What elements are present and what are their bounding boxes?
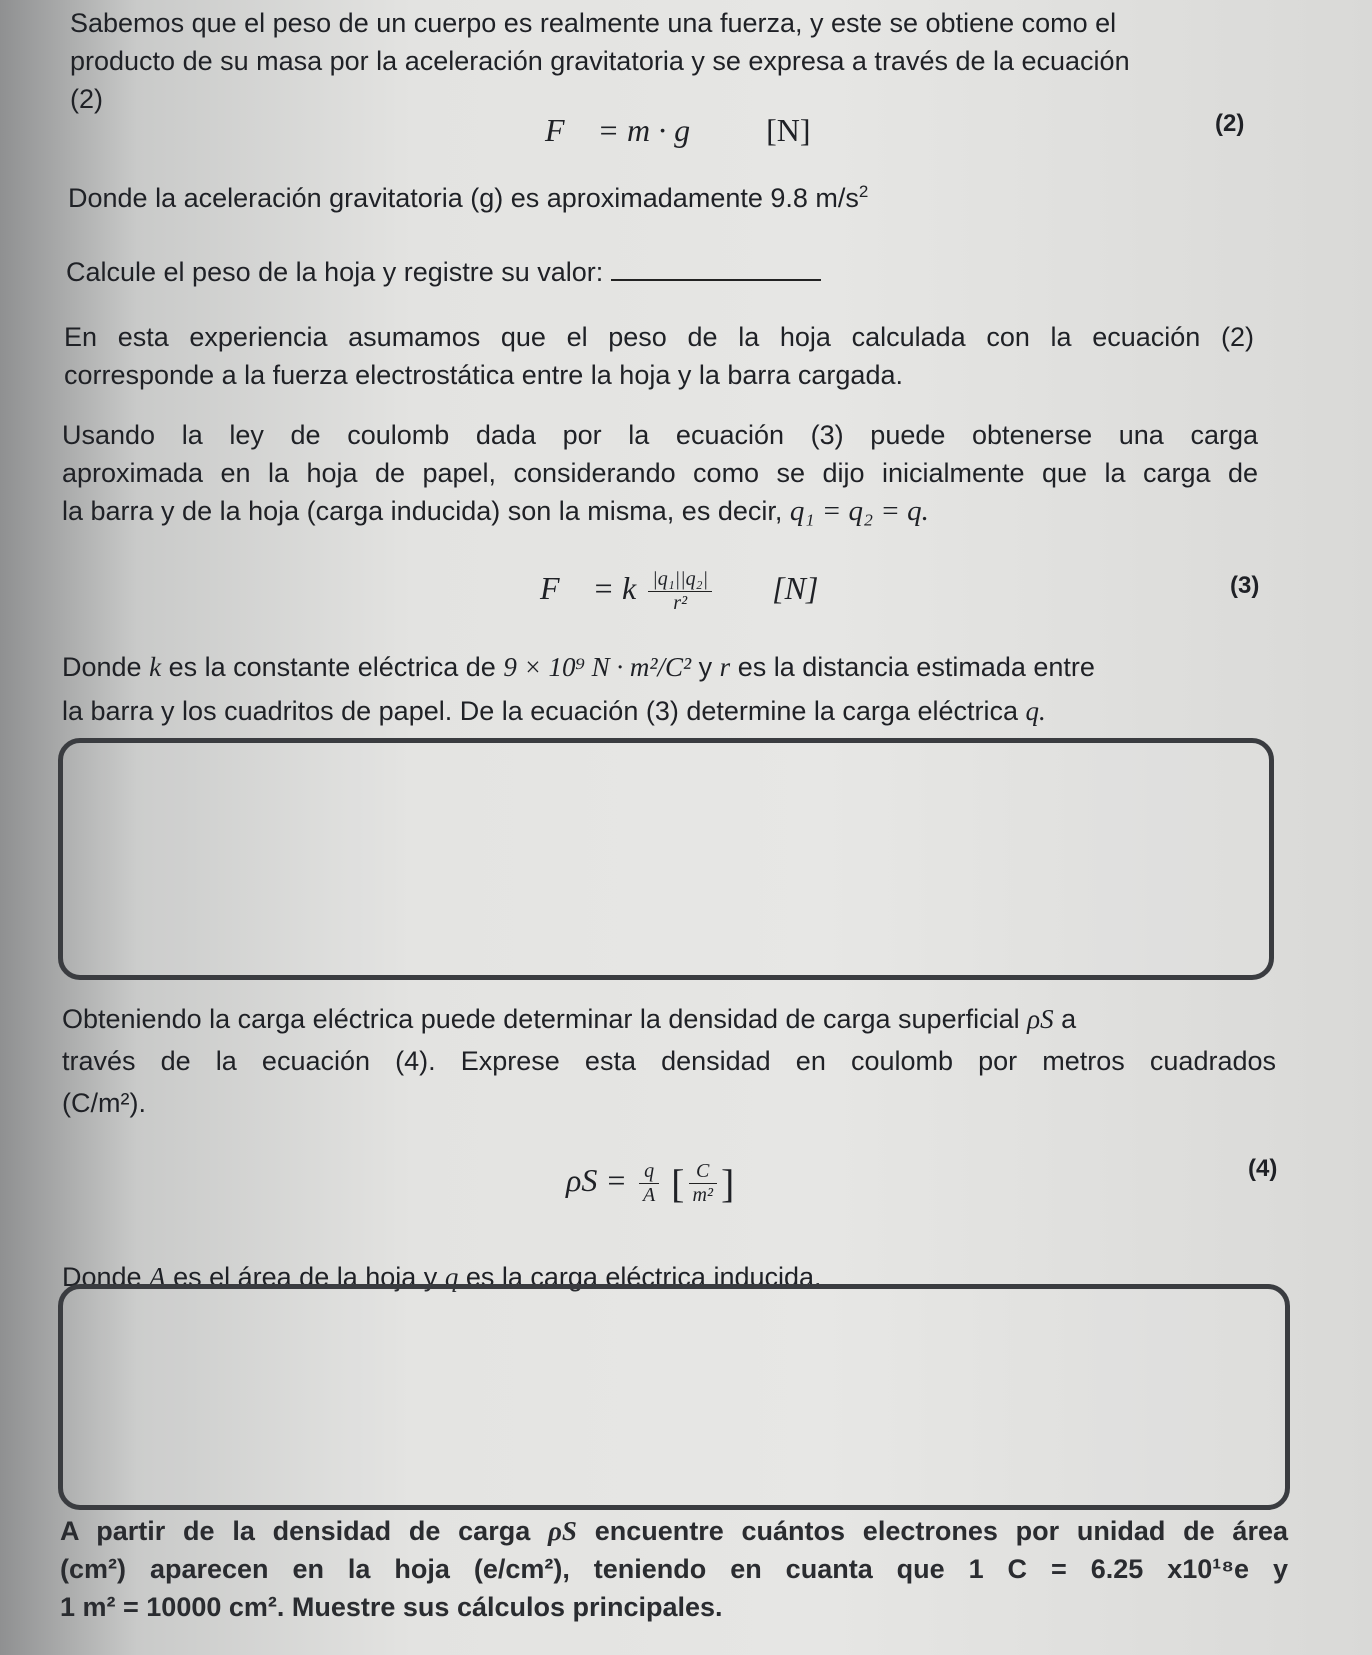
- electrons-line-3: 1 m² = 10000 cm². Muestre sus cálculos principales.: [60, 1592, 723, 1622]
- equation-3-number: (3): [1230, 572, 1260, 599]
- constant-q-symbol: q.: [1025, 696, 1046, 726]
- coulomb-line-3: [62, 492, 1258, 530]
- gravity-statement: [68, 182, 868, 214]
- electrons-line-1: [60, 1512, 1288, 1550]
- constant-line-2-text: la barra y los cuadritos de papel. De la ecuación (3) determine la carga eléctrica: [62, 696, 1018, 726]
- coulomb-line-1: Usando la ley de coulomb dada por la ecuación (3) puede obtenerse una carga: [62, 420, 1258, 450]
- density-line-3: (C/m²).: [62, 1088, 146, 1118]
- density-paragraph: [62, 1000, 1276, 1122]
- electrons-paragraph: [60, 1512, 1288, 1626]
- equation-3-unit: [N]: [772, 569, 819, 606]
- equation-3-denominator: r²: [673, 592, 688, 614]
- equation-4-unit-fraction: [689, 1160, 717, 1207]
- equation-3-numerator: |q₁||q₂|: [648, 568, 712, 592]
- coulomb-line-3-text: la barra y de la hoja (carga inducida) son la misma, es decir,: [62, 496, 783, 526]
- assumption-line-2: corresponde a la fuerza electrostática entre la hoja y la barra cargada.: [64, 360, 903, 390]
- constant-paragraph: [62, 648, 1262, 730]
- density-line-1-text: Obteniendo la carga eléctrica puede determinar la densidad de carga superficial: [62, 1004, 1020, 1034]
- equation-4-unit-denominator: m²: [692, 1184, 713, 1206]
- area-A-symbol: A: [149, 1262, 166, 1292]
- assumption-paragraph: [64, 318, 1254, 394]
- constant-line-1: [62, 648, 1262, 686]
- area-q-symbol: q: [444, 1262, 459, 1292]
- coulomb-paragraph: [62, 416, 1258, 530]
- density-answer-box[interactable]: [58, 1284, 1290, 1510]
- constant-text-2: es la constante eléctrica de: [168, 652, 496, 682]
- weight-answer-blank[interactable]: [611, 255, 821, 281]
- electrons-line-1b: encuentre cuántos electrones por unidad de área: [594, 1516, 1288, 1546]
- equation-3-fraction: [648, 568, 712, 615]
- constant-text-4: es la distancia estimada entre: [737, 652, 1095, 682]
- constant-line-2: [62, 692, 1262, 730]
- intro-paragraph: [70, 4, 1180, 118]
- equation-4: [566, 1160, 734, 1207]
- intro-line-1: Sabemos que el peso de un cuerpo es realmente una fuerza, y este se obtiene como el: [70, 8, 1117, 38]
- gravity-exponent: 2: [858, 182, 869, 201]
- weight-prompt-text: Calcule el peso de la hoja y registre su valor:: [66, 257, 604, 287]
- equation-2-unit: [N]: [766, 112, 811, 148]
- density-rho-symbol: ρS: [1027, 1004, 1054, 1034]
- equation-3-lhs: F⃗ = k: [540, 569, 637, 606]
- coulomb-charge-equality: q₁ = q₂ = q.: [789, 495, 929, 527]
- constant-value: 9 × 10⁹ N · m²/C²: [503, 652, 692, 682]
- constant-r-symbol: r: [719, 652, 731, 682]
- coulomb-line-2: aproximada en la hoja de papel, considerando como se dijo inicialmente que la carga de: [62, 458, 1258, 488]
- equation-4-fraction: [639, 1160, 659, 1207]
- constant-text-1: Donde: [62, 652, 142, 682]
- electrons-rho-symbol: ρS: [548, 1516, 577, 1546]
- equation-2-number: (2): [1215, 110, 1245, 137]
- equation-4-lhs: ρS =: [566, 1161, 627, 1198]
- equation-2-expression: F⃗ = m · g: [545, 112, 691, 148]
- constant-k-symbol: k: [149, 652, 162, 682]
- electrons-line-1a: A partir de la densidad de carga: [60, 1516, 531, 1546]
- gravity-text: Donde la aceleración gravitatoria (g) es aproximadamente 9.8 m/s: [68, 183, 859, 213]
- area-text-1: Donde: [62, 1262, 142, 1292]
- density-line-1-end: a: [1061, 1004, 1077, 1034]
- equation-2: [545, 112, 811, 149]
- equation-3: [540, 568, 818, 615]
- equation-4-unit-numerator: C: [689, 1160, 717, 1184]
- equation-4-unit-close: ]: [720, 1161, 735, 1206]
- area-text-2: es el área de la hoja y: [173, 1262, 438, 1292]
- equation-4-unit: [: [671, 1161, 685, 1206]
- area-text-3: es la carga eléctrica inducida.: [465, 1262, 822, 1292]
- equation-4-numerator: q: [639, 1160, 659, 1184]
- electrons-line-2: (cm²) aparecen en la hoja (e/cm²), teniendo en cuanta que 1 C = 6.25 x10¹⁸e y: [60, 1554, 1288, 1584]
- equation-4-denominator: A: [642, 1184, 656, 1206]
- constant-text-3: y: [698, 652, 713, 682]
- weight-prompt: [66, 255, 821, 288]
- density-line-2: través de la ecuación (4). Exprese esta densidad en coulomb por metros cuadrados: [62, 1046, 1276, 1076]
- assumption-line-1: En esta experiencia asumamos que el peso de la hoja calculada con la ecuación (2): [64, 322, 1254, 352]
- intro-line-3: (2): [70, 84, 103, 114]
- equation-4-number: (4): [1248, 1155, 1278, 1182]
- density-line-1: [62, 1000, 1276, 1038]
- charge-answer-box[interactable]: [58, 738, 1274, 980]
- intro-line-2: producto de su masa por la aceleración gravitatoria y se expresa a través de la ecuación: [70, 46, 1130, 76]
